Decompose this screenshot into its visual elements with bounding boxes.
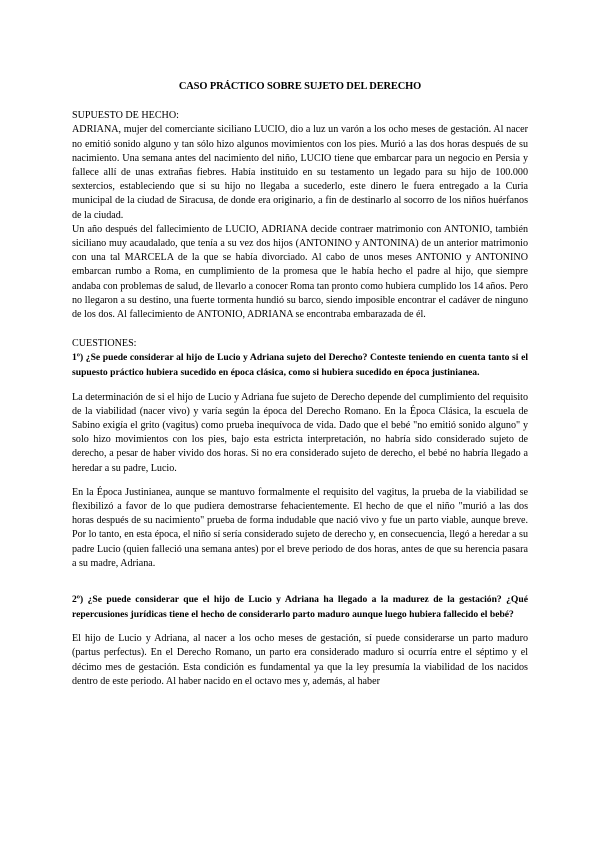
answer-1-paragraph-2: En la Época Justinianea, aunque se mantuvo formalmente el requisito del vagitus, la prueba de la viabilidad se flexibilizó a favor de lo que pudiera demostrarse fehacientemente. El hecho de que el niño "murió a las dos horas después de su nacimiento" prueba de forma indudable que nació vivo y fue un parto viable, aunque breve. Por lo tanto, en esta época, el niño sí sería considerado sujeto de derecho y, en consecuencia, llegó a heredar a su padre Lucio (quien falleció una semana antes) por el breve periodo de dos horas, antes de que su herencia pasara a su madre, Adriana. [72,486,528,569]
supuesto-paragraph-2: Un año después del fallecimiento de LUCIO, ADRIANA decide contraer matrimonio con ANTONIO, también siciliano muy acaudalado, que tenía a su vez dos hijos (ANTONINO y ANTONINA) de un anterior matrimonio con una tal MARCELA de la que se había divorciado. Al cabo de unos meses ANTONIO y ANTONINO embarcan rumbo a Roma, en cumplimiento de la promesa que le había hecho el padre al hijo, que siempre andaba con problemas de salud, de llevarlo a conocer Roma tan pronto como hubiera cumplido los 14 años. Pero no llegaron a su destino, una fuerte tormenta hundió su barco, siendo imposible encontrar el cadáver de ninguno de los dos. Al fallecimiento de ANTONIO, ADRIANA se encontraba embarazada de él. [72,223,528,321]
supuesto-label: SUPUESTO DE HECHO: [72,110,179,122]
document-body [72,80,528,689]
answer-1-paragraph-1: La determinación de si el hijo de Lucio y Adriana fue sujeto de Derecho depende del cumplimiento del requisito de la viabilidad (nacer vivo) y varía según la época del Derecho Romano. En la Época Clásica, la escuela de Sabino exigía el grito (vagitus) como prueba inequívoca de vida. Dado que el bebé "no emitió sonido alguno" y solo hizo movimientos con los pies, bajo esta estricta interpretación, no habría sido considerado sujeto de derecho, a pesar de haber vivido dos horas. Si no era considerado sujeto de derecho, el bebé no habría llegado a heredar a su padre, Lucio. [72,391,528,474]
document-title: CASO PRÁCTICO SOBRE SUJETO DEL DERECHO [178,81,422,92]
supuesto-paragraph-1: ADRIANA, mujer del comerciante siciliano LUCIO, dio a luz un varón a los ocho meses de gestación. Al nacer no emitió sonido alguno y tan sólo hizo algunos movimientos con los pies. Murió a las dos horas después de su nacimiento. Una semana antes del nacimiento del niño, LUCIO tiene que embarcar para un negocio en Persia y fallece allí de unas extrañas fiebres. Había instituido en su testamento un legado para su hijo de 100.000 sextercios, estableciendo que si su hijo no llegaba a sucederlo, este dinero le fuera entregado a la Curia municipal de la ciudad de Siracusa, de donde era originario, a fin de destinarlo al socorro de los niños huérfanos de la ciudad. [72,124,528,221]
answer-2-paragraph-1: El hijo de Lucio y Adriana, al nacer a los ocho meses de gestación, sí puede considerarse un parto maduro (partus perfectus). En el Derecho Romano, un parto era considerado maduro si ocurría entre el séptimo y el décimo mes de gestación. Esta condición es fundamental ya que la ley presumía la viabilidad de los nacidos dentro de este periodo. Al haber nacido en el octavo mes y, además, al haber [72,633,528,687]
cuestiones-label: CUESTIONES: [72,338,137,350]
question-1: 1º) ¿Se puede considerar al hijo de Lucio y Adriana sujeto del Derecho? Conteste teniendo en cuenta tanto si el supuesto práctico hubiera sucedido en época clásica, como si hubiera sucedido en época justinianea. [72,352,528,379]
question-2: 2º) ¿Se puede considerar que el hijo de Lucio y Adriana ha llegado a la madurez de la gestación? ¿Qué repercusiones jurídicas tiene el hecho de considerarlo parto maduro aunque luego hubiera fallecido el bebé? [72,594,528,620]
